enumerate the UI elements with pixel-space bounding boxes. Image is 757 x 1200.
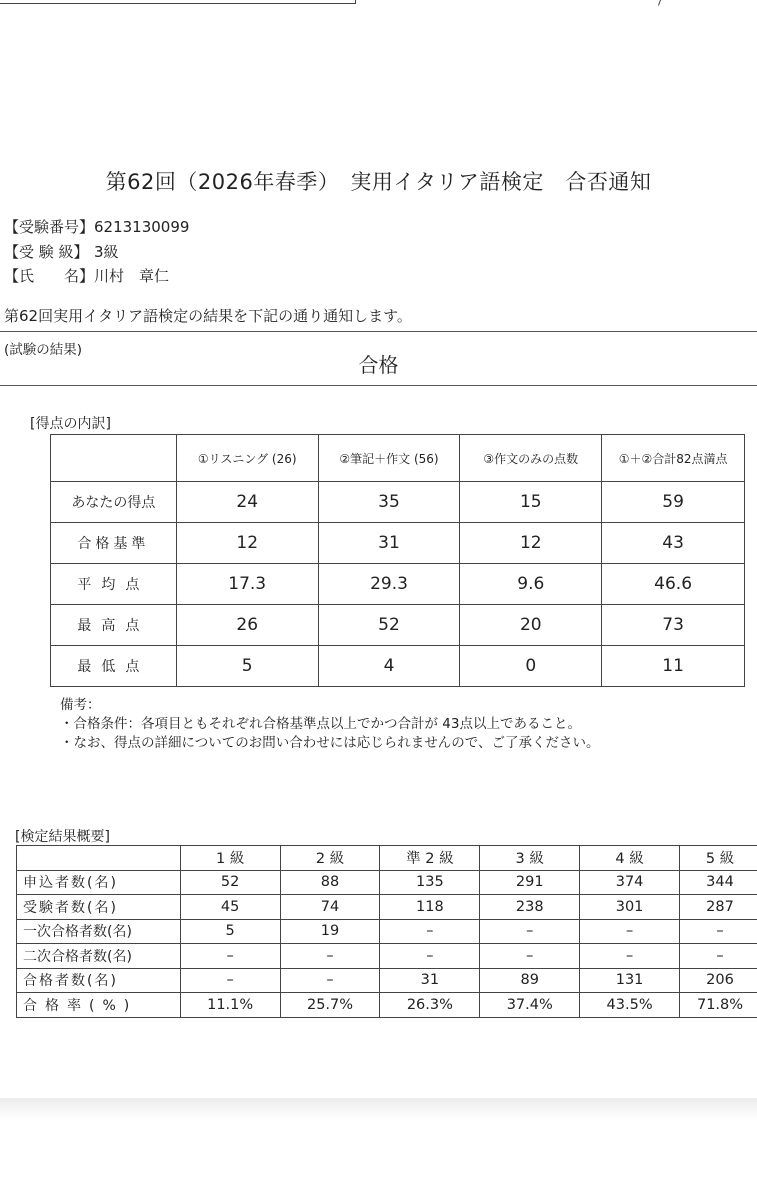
summary-cell: – [580, 944, 680, 969]
result-bottom-divider [0, 385, 757, 386]
remarks-line: ・合格条件：各項目ともそれぞれ合格基準点以上でかつ合計が 43点以上であること。 [60, 716, 581, 732]
score-table [50, 434, 745, 687]
summary-cell: – [480, 919, 580, 944]
summary-row-label: 受験者数(名) [17, 895, 181, 920]
result-value: 合格 [358, 353, 399, 377]
summary-header-cell: 1 級 [180, 846, 280, 871]
summary-cell: – [280, 944, 380, 969]
summary-cell: 131 [580, 968, 680, 993]
exam-number-value: 6213130099 [94, 218, 190, 236]
summary-row-label: 合格率(%) [17, 993, 181, 1018]
summary-cell: 88 [280, 870, 380, 895]
score-row-min [51, 646, 745, 687]
score-header-cell: ①リスニング (26) [176, 435, 318, 482]
top-frame-box [0, 0, 356, 4]
summary-cell: 238 [480, 895, 580, 920]
score-row-label: あなたの得点 [51, 482, 177, 523]
remarks-title: 備考： [60, 697, 101, 713]
exam-number-label: 【受験番号】 [4, 218, 95, 236]
exam-number-row [4, 216, 189, 237]
score-cell: 17.3 [176, 564, 318, 605]
score-row-label: 最高点 [51, 605, 177, 646]
summary-cell: – [180, 944, 280, 969]
score-section-label: [得点の内訳] [30, 416, 111, 432]
summary-row-label: 二次合格者数(名) [17, 944, 181, 969]
summary-cell: 89 [480, 968, 580, 993]
summary-cell: – [680, 919, 757, 944]
summary-cell: 374 [580, 870, 680, 895]
summary-header-blank [17, 846, 181, 871]
exam-level-value: 3級 [94, 243, 119, 261]
summary-cell: 5 [180, 919, 280, 944]
summary-row-label: 一次合格者数(名) [17, 919, 181, 944]
score-cell: 15 [460, 482, 602, 523]
name-row [4, 265, 169, 286]
score-row-label: 合格基準 [51, 523, 177, 564]
score-header-cell: ②筆記＋作文 (56) [318, 435, 460, 482]
summary-cell: 11.1% [180, 993, 280, 1018]
score-cell: 46.6 [602, 564, 745, 605]
summary-cell: 25.7% [280, 993, 380, 1018]
score-cell: 26 [176, 605, 318, 646]
score-cell: 0 [460, 646, 602, 687]
score-header-blank [51, 435, 177, 482]
summary-row-first-stage [17, 919, 757, 944]
page-bottom-shadow [0, 1098, 757, 1120]
summary-header-cell: 5 級 [680, 846, 757, 871]
summary-section-label: [検定結果概要] [15, 829, 110, 845]
summary-cell: 43.5% [580, 993, 680, 1018]
summary-cell: 118 [380, 895, 480, 920]
summary-cell: 31 [380, 968, 480, 993]
score-row-average [51, 564, 745, 605]
score-header-cell: ①＋②合計82点満点 [602, 435, 745, 482]
remarks [60, 696, 599, 753]
summary-cell: 52 [180, 870, 280, 895]
score-row-label: 最低点 [51, 646, 177, 687]
score-cell: 5 [176, 646, 318, 687]
summary-cell: 301 [580, 895, 680, 920]
summary-cell: – [480, 944, 580, 969]
intro-text: 第62回実用イタリア語検定の結果を下記の通り通知します。 [4, 307, 412, 325]
summary-cell: – [380, 944, 480, 969]
summary-row-passers [17, 968, 757, 993]
summary-header-cell: 4 級 [580, 846, 680, 871]
score-header-cell: ③作文のみの点数 [460, 435, 602, 482]
score-row-max [51, 605, 745, 646]
score-header-row [51, 435, 745, 482]
summary-cell: 287 [680, 895, 757, 920]
score-row-label: 平均点 [51, 564, 177, 605]
summary-cell: 26.3% [380, 993, 480, 1018]
summary-row-label: 申込者数(名) [17, 870, 181, 895]
summary-row-label: 合格者数(名) [17, 968, 181, 993]
summary-cell: 45 [180, 895, 280, 920]
summary-cell: – [680, 944, 757, 969]
summary-cell: – [580, 919, 680, 944]
score-cell: 31 [318, 523, 460, 564]
summary-cell: 291 [480, 870, 580, 895]
summary-row-pass-rate [17, 993, 757, 1018]
summary-header-cell: 2 級 [280, 846, 380, 871]
exam-level-row [4, 241, 119, 262]
name-value: 川村 章仁 [94, 267, 170, 285]
score-cell: 29.3 [318, 564, 460, 605]
score-cell: 24 [176, 482, 318, 523]
summary-cell: 37.4% [480, 993, 580, 1018]
summary-row-second-stage [17, 944, 757, 969]
result-top-divider [0, 331, 757, 332]
summary-cell: 206 [680, 968, 757, 993]
score-cell: 20 [460, 605, 602, 646]
score-row-your-score [51, 482, 745, 523]
summary-header-cell: 3 級 [480, 846, 580, 871]
score-cell: 73 [602, 605, 745, 646]
score-cell: 59 [602, 482, 745, 523]
score-cell: 35 [318, 482, 460, 523]
summary-cell: 71.8% [680, 993, 757, 1018]
page-title: 第62回（2026年春季） 実用イタリア語検定 合否通知 [105, 170, 652, 194]
summary-row-applicants [17, 870, 757, 895]
summary-cell: 74 [280, 895, 380, 920]
summary-cell: – [380, 919, 480, 944]
exam-level-label: 【受 験 級】 [4, 243, 89, 261]
summary-cell: – [280, 968, 380, 993]
score-row-pass-line [51, 523, 745, 564]
score-cell: 12 [460, 523, 602, 564]
summary-header-cell: 準 2 級 [380, 846, 480, 871]
summary-cell: 344 [680, 870, 757, 895]
corner-mark [649, 0, 663, 6]
name-label: 【氏 名】 [4, 267, 95, 285]
summary-row-examinees [17, 895, 757, 920]
score-cell: 12 [176, 523, 318, 564]
remarks-line: ・なお、得点の詳細についてのお問い合わせには応じられませんので、ご了承ください。 [60, 735, 600, 751]
summary-cell: – [180, 968, 280, 993]
score-cell: 9.6 [460, 564, 602, 605]
score-cell: 11 [602, 646, 745, 687]
score-cell: 43 [602, 523, 745, 564]
summary-table [16, 845, 757, 1018]
summary-header-row [17, 846, 757, 871]
result-label: (試験の結果) [4, 342, 83, 358]
score-cell: 52 [318, 605, 460, 646]
score-cell: 4 [318, 646, 460, 687]
summary-cell: 19 [280, 919, 380, 944]
summary-cell: 135 [380, 870, 480, 895]
